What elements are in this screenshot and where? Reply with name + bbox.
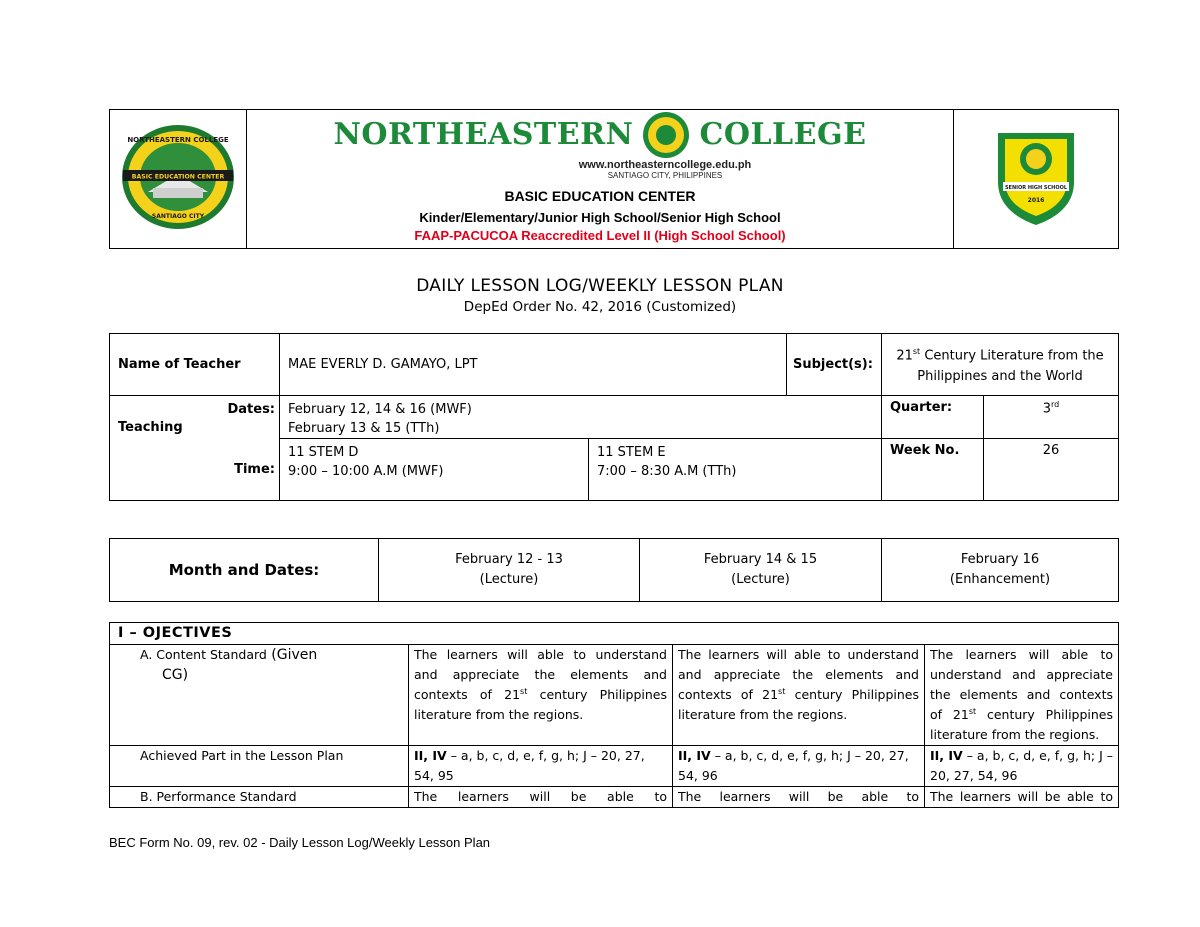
document-title: DAILY LESSON LOG/WEEKLY LESSON PLAN [416,276,784,296]
subject-label: Subject(s): [787,334,882,396]
content-standard-col-1: The learners will able to understand and appreciate the elements and contexts of 21st century Philippines literature from the regions. [409,645,673,746]
teaching-label-cell [110,396,280,501]
week-value: 26 [984,439,1119,501]
teaching-label: Teaching [118,420,183,435]
content-standard-label: A. Content Standard (Given CG) [110,645,409,746]
achieved-part-col-2: II, IV – a, b, c, d, e, f, g, h; J – 20, 27, 54, 96 [673,746,925,787]
college-name-right: COLLEGE [699,117,867,152]
teacher-name-value: MAE EVERLY D. GAMAYO, LPT [280,334,787,396]
performance-standard-label: B. Performance Standard [110,787,409,808]
objectives-table [109,622,1119,808]
college-website: www.northeasterncollege.edu.ph [578,158,752,171]
basic-education-seal-icon [118,122,238,232]
school-levels: Kinder/Elementary/Junior High School/Senior High School [419,209,781,225]
performance-standard-col-3: The learners will be able to [925,787,1119,808]
college-seal-icon [637,110,695,160]
senior-high-shield-icon [993,127,1079,227]
college-name-left: NORTHEASTERN [333,117,634,152]
form-footer: BEC Form No. 09, rev. 02 - Daily Lesson Log/Weekly Lesson Plan [109,835,491,850]
svg-text:NORTHEASTERN COLLEGE: NORTHEASTERN COLLEGE [127,136,229,144]
time-label: Time: [234,462,275,477]
svg-text:2016: 2016 [1027,197,1045,204]
svg-text:SENIOR HIGH SCHOOL: SENIOR HIGH SCHOOL [1004,185,1068,191]
schedule-col-2: February 14 & 15 (Lecture) [640,539,882,602]
basic-education-center: BASIC EDUCATION CENTER [504,187,696,204]
achieved-part-col-1: II, IV – a, b, c, d, e, f, g, h; J – 20, 27, 54, 95 [409,746,673,787]
right-logo-cell [954,110,1119,249]
svg-text:BASIC EDUCATION CENTER: BASIC EDUCATION CENTER [131,173,225,181]
performance-standard-col-2: The learners will be able to [673,787,925,808]
dates-value: February 12, 14 & 16 (MWF) February 13 & 15 (TTh) [280,396,882,439]
week-label: Week No. [882,439,984,501]
content-standard-col-3: The learners will able to understand and appreciate the elements and contexts of 21st century Philippines literature from the regions. [925,645,1119,746]
teacher-info-table [109,333,1119,501]
section-d-schedule: 11 STEM D 9:00 – 10:00 A.M (MWF) [280,439,589,501]
svg-text:SANTIAGO CITY: SANTIAGO CITY [151,213,205,220]
college-header-cell [247,110,954,249]
dates-label: Dates: [227,402,275,417]
achieved-part-label: Achieved Part in the Lesson Plan [110,746,409,787]
letterhead [109,109,1119,249]
schedule-col-1: February 12 - 13 (Lecture) [379,539,640,602]
month-dates-label: Month and Dates: [110,539,379,602]
achieved-part-col-3: II, IV – a, b, c, d, e, f, g, h; J – 20, 27, 54, 96 [925,746,1119,787]
schedule-table [109,538,1119,602]
content-standard-col-2: The learners will able to understand and appreciate the elements and contexts of 21st century Philippines literature from the regions. [673,645,925,746]
objectives-heading: I – OJECTIVES [110,623,1119,645]
subject-value: 21st Century Literature from the Philippines and the World [882,334,1119,396]
left-logo-cell [110,110,247,249]
quarter-label: Quarter: [882,396,984,439]
teacher-name-label: Name of Teacher [110,334,280,396]
schedule-col-3: February 16 (Enhancement) [882,539,1119,602]
section-e-schedule: 11 STEM E 7:00 – 8:30 A.M (TTh) [589,439,882,501]
college-city: SANTIAGO CITY, PHILIPPINES [607,170,723,180]
performance-standard-col-1: The learners will be able to [409,787,673,808]
document-subtitle: DepEd Order No. 42, 2016 (Customized) [463,299,737,315]
quarter-value: 3rd [984,396,1119,439]
accreditation: FAAP-PACUCOA Reaccredited Level II (High School School) [414,227,786,243]
